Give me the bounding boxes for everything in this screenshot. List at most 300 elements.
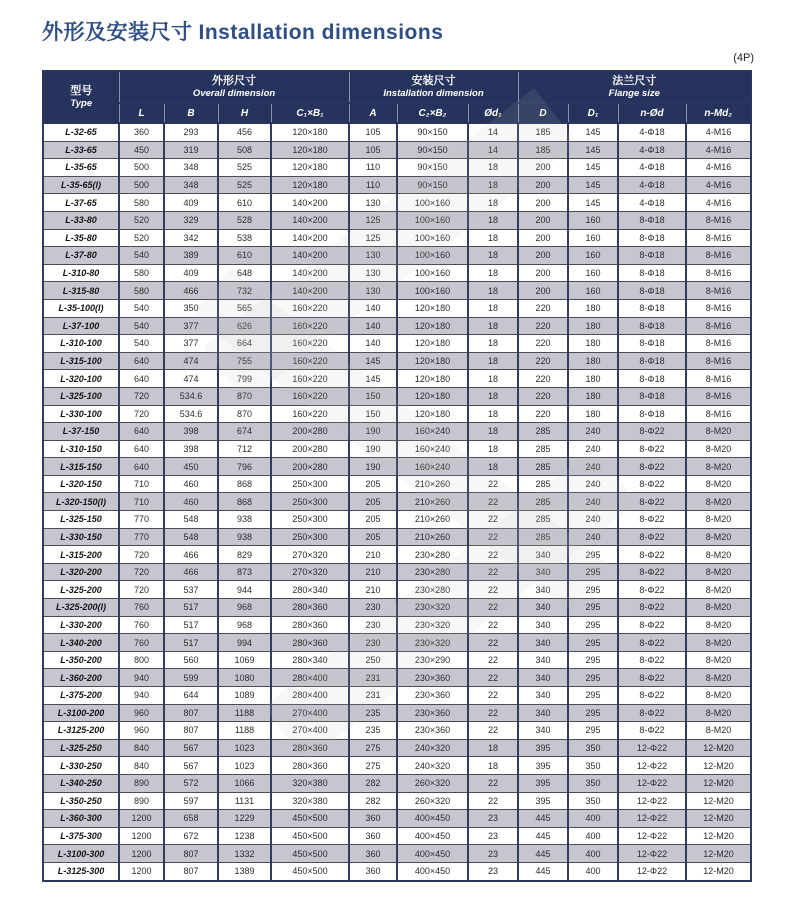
table-row <box>43 528 751 546</box>
value-cell: 319 <box>164 141 218 159</box>
table-row <box>43 123 751 141</box>
value-cell: 231 <box>349 687 397 705</box>
value-cell: 140 <box>349 317 397 335</box>
type-cell: L-375-200 <box>43 687 119 705</box>
value-cell: 1332 <box>218 845 271 863</box>
value-cell: 8-M20 <box>686 634 751 652</box>
value-cell: 12-Φ22 <box>618 757 686 775</box>
value-cell: 340 <box>518 581 568 599</box>
value-cell: 280×400 <box>271 669 349 687</box>
col-header-L: L <box>119 103 164 123</box>
value-cell: 160 <box>568 247 618 265</box>
value-cell: 960 <box>119 722 164 740</box>
value-cell: 450 <box>164 458 218 476</box>
value-cell: 230×360 <box>397 704 468 722</box>
value-cell: 282 <box>349 774 397 792</box>
value-cell: 295 <box>568 651 618 669</box>
value-cell: 190 <box>349 440 397 458</box>
value-cell: 445 <box>518 810 568 828</box>
value-cell: 145 <box>568 123 618 141</box>
value-cell: 8-Φ22 <box>618 493 686 511</box>
value-cell: 285 <box>518 423 568 441</box>
value-cell: 4-Φ18 <box>618 123 686 141</box>
value-cell: 400 <box>568 862 618 880</box>
value-cell: 610 <box>218 194 271 212</box>
value-cell: 460 <box>164 475 218 493</box>
value-cell: 230×280 <box>397 563 468 581</box>
value-cell: 22 <box>468 669 518 687</box>
value-cell: 1188 <box>218 722 271 740</box>
value-cell: 537 <box>164 581 218 599</box>
value-cell: 230 <box>349 634 397 652</box>
value-cell: 350 <box>164 299 218 317</box>
type-header-zh: 型号 <box>70 85 93 97</box>
table-row <box>43 862 751 880</box>
value-cell: 205 <box>349 493 397 511</box>
value-cell: 8-Φ22 <box>618 616 686 634</box>
value-cell: 4-Φ18 <box>618 159 686 177</box>
value-cell: 8-Φ22 <box>618 528 686 546</box>
value-cell: 295 <box>568 704 618 722</box>
value-cell: 8-Φ22 <box>618 704 686 722</box>
table-row <box>43 405 751 423</box>
value-cell: 580 <box>119 282 164 300</box>
value-cell: 205 <box>349 511 397 529</box>
value-cell: 295 <box>568 563 618 581</box>
value-cell: 8-Φ22 <box>618 634 686 652</box>
table-row <box>43 687 751 705</box>
col-header-H: H <box>218 103 271 123</box>
value-cell: 160×220 <box>271 370 349 388</box>
value-cell: 14 <box>468 141 518 159</box>
value-cell: 520 <box>119 211 164 229</box>
value-cell: 22 <box>468 774 518 792</box>
value-cell: 210×260 <box>397 528 468 546</box>
type-cell: L-310-150 <box>43 440 119 458</box>
value-cell: 400×450 <box>397 862 468 880</box>
value-cell: 22 <box>468 704 518 722</box>
value-cell: 348 <box>164 159 218 177</box>
value-cell: 295 <box>568 581 618 599</box>
value-cell: 18 <box>468 440 518 458</box>
value-cell: 275 <box>349 739 397 757</box>
value-cell: 350 <box>568 792 618 810</box>
value-cell: 340 <box>518 687 568 705</box>
value-cell: 200 <box>518 194 568 212</box>
value-cell: 295 <box>568 616 618 634</box>
value-cell: 460 <box>164 493 218 511</box>
value-cell: 18 <box>468 299 518 317</box>
type-cell: L-330-250 <box>43 757 119 775</box>
value-cell: 720 <box>119 581 164 599</box>
value-cell: 140 <box>349 335 397 353</box>
type-column-header <box>43 71 119 123</box>
table-row <box>43 845 751 863</box>
value-cell: 807 <box>164 704 218 722</box>
value-cell: 360 <box>119 123 164 141</box>
value-cell: 120×180 <box>397 387 468 405</box>
value-cell: 8-M20 <box>686 616 751 634</box>
value-cell: 240 <box>568 528 618 546</box>
value-cell: 474 <box>164 370 218 388</box>
value-cell: 517 <box>164 634 218 652</box>
table-row <box>43 370 751 388</box>
value-cell: 285 <box>518 493 568 511</box>
value-cell: 8-M20 <box>686 687 751 705</box>
value-cell: 140×200 <box>271 282 349 300</box>
type-cell: L-320-200 <box>43 563 119 581</box>
value-cell: 8-Φ22 <box>618 722 686 740</box>
value-cell: 8-Φ18 <box>618 211 686 229</box>
value-cell: 8-M20 <box>686 475 751 493</box>
value-cell: 8-M16 <box>686 352 751 370</box>
value-cell: 340 <box>518 669 568 687</box>
value-cell: 22 <box>468 546 518 564</box>
value-cell: 280×400 <box>271 687 349 705</box>
table-row <box>43 247 751 265</box>
type-cell: L-350-200 <box>43 651 119 669</box>
value-cell: 280×360 <box>271 739 349 757</box>
value-cell: 180 <box>568 317 618 335</box>
dimensions-table-wrap <box>42 70 754 882</box>
value-cell: 8-M16 <box>686 370 751 388</box>
value-cell: 240 <box>568 511 618 529</box>
value-cell: 597 <box>164 792 218 810</box>
type-cell: L-3100-200 <box>43 704 119 722</box>
value-cell: 350 <box>568 774 618 792</box>
value-cell: 320×380 <box>271 792 349 810</box>
value-cell: 230 <box>349 616 397 634</box>
type-cell: L-3125-300 <box>43 862 119 880</box>
type-cell: L-325-250 <box>43 739 119 757</box>
value-cell: 1080 <box>218 669 271 687</box>
value-cell: 807 <box>164 722 218 740</box>
value-cell: 110 <box>349 159 397 177</box>
value-cell: 18 <box>468 264 518 282</box>
type-cell: L-350-250 <box>43 792 119 810</box>
value-cell: 8-Φ18 <box>618 299 686 317</box>
value-cell: 230×360 <box>397 669 468 687</box>
type-cell: L-32-65 <box>43 123 119 141</box>
value-cell: 250×300 <box>271 475 349 493</box>
table-row <box>43 475 751 493</box>
value-cell: 280×360 <box>271 757 349 775</box>
type-cell: L-325-200 <box>43 581 119 599</box>
value-cell: 180 <box>568 370 618 388</box>
value-cell: 474 <box>164 352 218 370</box>
col-header-C2xB2: C₂×B₂ <box>397 103 468 123</box>
value-cell: 640 <box>119 423 164 441</box>
value-cell: 270×400 <box>271 722 349 740</box>
value-cell: 525 <box>218 159 271 177</box>
value-cell: 8-M20 <box>686 440 751 458</box>
value-cell: 450×500 <box>271 845 349 863</box>
table-row <box>43 335 751 353</box>
value-cell: 280×340 <box>271 651 349 669</box>
value-cell: 400 <box>568 810 618 828</box>
value-cell: 18 <box>468 387 518 405</box>
value-cell: 1200 <box>119 827 164 845</box>
value-cell: 720 <box>119 563 164 581</box>
value-cell: 250×300 <box>271 528 349 546</box>
value-cell: 8-M16 <box>686 264 751 282</box>
value-cell: 8-Φ18 <box>618 282 686 300</box>
dimensions-table <box>42 70 752 882</box>
value-cell: 280×360 <box>271 616 349 634</box>
table-row <box>43 634 751 652</box>
value-cell: 12-M20 <box>686 774 751 792</box>
value-cell: 560 <box>164 651 218 669</box>
value-cell: 130 <box>349 264 397 282</box>
value-cell: 22 <box>468 528 518 546</box>
overall-dimension-group-header: 外形尺寸 Overall dimension <box>119 71 349 103</box>
value-cell: 829 <box>218 546 271 564</box>
value-cell: 160 <box>568 282 618 300</box>
value-cell: 145 <box>568 159 618 177</box>
value-cell: 125 <box>349 211 397 229</box>
value-cell: 230×280 <box>397 581 468 599</box>
value-cell: 540 <box>119 247 164 265</box>
value-cell: 230×320 <box>397 634 468 652</box>
table-row <box>43 739 751 757</box>
value-cell: 770 <box>119 528 164 546</box>
value-cell: 210 <box>349 563 397 581</box>
value-cell: 12-Φ22 <box>618 862 686 880</box>
value-cell: 12-Φ22 <box>618 739 686 757</box>
type-cell: L-33-65 <box>43 141 119 159</box>
value-cell: 360 <box>349 862 397 880</box>
type-cell: L-35-100(I) <box>43 299 119 317</box>
value-cell: 100×160 <box>397 264 468 282</box>
value-cell: 18 <box>468 757 518 775</box>
value-cell: 500 <box>119 176 164 194</box>
value-cell: 8-M20 <box>686 651 751 669</box>
value-cell: 377 <box>164 317 218 335</box>
value-cell: 250×300 <box>271 493 349 511</box>
value-cell: 231 <box>349 669 397 687</box>
type-header-en: Type <box>70 98 93 109</box>
value-cell: 18 <box>468 247 518 265</box>
value-cell: 120×180 <box>271 141 349 159</box>
value-cell: 540 <box>119 299 164 317</box>
type-cell: L-330-150 <box>43 528 119 546</box>
value-cell: 8-Φ22 <box>618 458 686 476</box>
col-header-D1: D₁ <box>568 103 618 123</box>
table-row <box>43 159 751 177</box>
value-cell: 672 <box>164 827 218 845</box>
value-cell: 8-Φ22 <box>618 475 686 493</box>
value-cell: 230×360 <box>397 687 468 705</box>
value-cell: 250 <box>349 651 397 669</box>
value-cell: 18 <box>468 739 518 757</box>
value-cell: 250×300 <box>271 511 349 529</box>
value-cell: 940 <box>119 669 164 687</box>
value-cell: 868 <box>218 475 271 493</box>
value-cell: 205 <box>349 528 397 546</box>
value-cell: 873 <box>218 563 271 581</box>
value-cell: 145 <box>349 370 397 388</box>
value-cell: 90×150 <box>397 176 468 194</box>
value-cell: 190 <box>349 458 397 476</box>
value-cell: 240×320 <box>397 757 468 775</box>
value-cell: 8-M20 <box>686 546 751 564</box>
value-cell: 320×380 <box>271 774 349 792</box>
value-cell: 710 <box>119 493 164 511</box>
table-row <box>43 141 751 159</box>
value-cell: 220 <box>518 352 568 370</box>
value-cell: 295 <box>568 669 618 687</box>
value-cell: 235 <box>349 722 397 740</box>
value-cell: 293 <box>164 123 218 141</box>
value-cell: 1023 <box>218 739 271 757</box>
value-cell: 280×340 <box>271 581 349 599</box>
value-cell: 868 <box>218 493 271 511</box>
value-cell: 640 <box>119 370 164 388</box>
value-cell: 110 <box>349 176 397 194</box>
value-cell: 450×500 <box>271 810 349 828</box>
value-cell: 23 <box>468 827 518 845</box>
value-cell: 12-Φ22 <box>618 792 686 810</box>
value-cell: 160×240 <box>397 423 468 441</box>
value-cell: 260×320 <box>397 774 468 792</box>
col-header-n-od: n-Ød <box>618 103 686 123</box>
value-cell: 8-M20 <box>686 493 751 511</box>
value-cell: 180 <box>568 335 618 353</box>
value-cell: 190 <box>349 423 397 441</box>
value-cell: 282 <box>349 792 397 810</box>
value-cell: 18 <box>468 423 518 441</box>
type-cell: L-315-150 <box>43 458 119 476</box>
value-cell: 295 <box>568 687 618 705</box>
value-cell: 664 <box>218 335 271 353</box>
value-cell: 538 <box>218 229 271 247</box>
value-cell: 400×450 <box>397 827 468 845</box>
value-cell: 160×240 <box>397 458 468 476</box>
value-cell: 580 <box>119 194 164 212</box>
type-cell: L-325-200(I) <box>43 599 119 617</box>
value-cell: 120×180 <box>397 370 468 388</box>
value-cell: 340 <box>518 722 568 740</box>
value-cell: 4-M16 <box>686 194 751 212</box>
installation-dimension-group-header: 安装尺寸 Installation dimension <box>349 71 518 103</box>
value-cell: 400×450 <box>397 810 468 828</box>
value-cell: 200 <box>518 229 568 247</box>
value-cell: 8-Φ22 <box>618 423 686 441</box>
value-cell: 395 <box>518 739 568 757</box>
table-row <box>43 493 751 511</box>
value-cell: 22 <box>468 651 518 669</box>
value-cell: 18 <box>468 159 518 177</box>
type-cell: L-315-100 <box>43 352 119 370</box>
value-cell: 22 <box>468 599 518 617</box>
value-cell: 130 <box>349 194 397 212</box>
value-cell: 270×320 <box>271 546 349 564</box>
col-header-C1xB1: C₁×B₁ <box>271 103 349 123</box>
table-row <box>43 282 751 300</box>
value-cell: 100×160 <box>397 211 468 229</box>
value-cell: 395 <box>518 774 568 792</box>
value-cell: 160×220 <box>271 299 349 317</box>
value-cell: 760 <box>119 599 164 617</box>
value-cell: 90×150 <box>397 141 468 159</box>
value-cell: 445 <box>518 862 568 880</box>
value-cell: 295 <box>568 599 618 617</box>
page-title-en: Installation dimensions <box>198 21 444 44</box>
value-cell: 8-Φ22 <box>618 563 686 581</box>
table-row <box>43 722 751 740</box>
type-cell: L-360-200 <box>43 669 119 687</box>
value-cell: 295 <box>568 546 618 564</box>
value-cell: 340 <box>518 704 568 722</box>
value-cell: 22 <box>468 616 518 634</box>
value-cell: 90×150 <box>397 159 468 177</box>
value-cell: 8-Φ18 <box>618 247 686 265</box>
value-cell: 525 <box>218 176 271 194</box>
value-cell: 22 <box>468 687 518 705</box>
type-cell: L-330-200 <box>43 616 119 634</box>
value-cell: 409 <box>164 194 218 212</box>
value-cell: 280×360 <box>271 599 349 617</box>
value-cell: 377 <box>164 335 218 353</box>
value-cell: 220 <box>518 299 568 317</box>
value-cell: 450×500 <box>271 862 349 880</box>
value-cell: 400 <box>568 827 618 845</box>
value-cell: 22 <box>468 563 518 581</box>
value-cell: 18 <box>468 229 518 247</box>
type-cell: L-320-100 <box>43 370 119 388</box>
table-row <box>43 599 751 617</box>
value-cell: 125 <box>349 229 397 247</box>
value-cell: 8-Φ18 <box>618 335 686 353</box>
value-cell: 398 <box>164 423 218 441</box>
value-cell: 100×160 <box>397 229 468 247</box>
value-cell: 22 <box>468 634 518 652</box>
value-cell: 456 <box>218 123 271 141</box>
value-cell: 120×180 <box>397 352 468 370</box>
value-cell: 90×150 <box>397 123 468 141</box>
value-cell: 340 <box>518 546 568 564</box>
table-row <box>43 616 751 634</box>
value-cell: 12-Φ22 <box>618 810 686 828</box>
value-cell: 12-M20 <box>686 845 751 863</box>
value-cell: 466 <box>164 563 218 581</box>
value-cell: 674 <box>218 423 271 441</box>
value-cell: 220 <box>518 370 568 388</box>
table-body <box>43 123 751 881</box>
value-cell: 295 <box>568 722 618 740</box>
value-cell: 180 <box>568 405 618 423</box>
value-cell: 200×280 <box>271 440 349 458</box>
value-cell: 275 <box>349 757 397 775</box>
value-cell: 185 <box>518 141 568 159</box>
value-cell: 8-M20 <box>686 704 751 722</box>
table-row <box>43 827 751 845</box>
value-cell: 712 <box>218 440 271 458</box>
type-cell: L-360-300 <box>43 810 119 828</box>
value-cell: 145 <box>568 176 618 194</box>
pole-note: (4P) <box>733 52 754 64</box>
value-cell: 18 <box>468 317 518 335</box>
value-cell: 4-M16 <box>686 159 751 177</box>
value-cell: 235 <box>349 704 397 722</box>
value-cell: 18 <box>468 352 518 370</box>
page-title-zh: 外形及安装尺寸 <box>42 21 193 44</box>
value-cell: 8-M16 <box>686 317 751 335</box>
table-row <box>43 229 751 247</box>
value-cell: 185 <box>518 123 568 141</box>
value-cell: 220 <box>518 387 568 405</box>
value-cell: 200×280 <box>271 423 349 441</box>
